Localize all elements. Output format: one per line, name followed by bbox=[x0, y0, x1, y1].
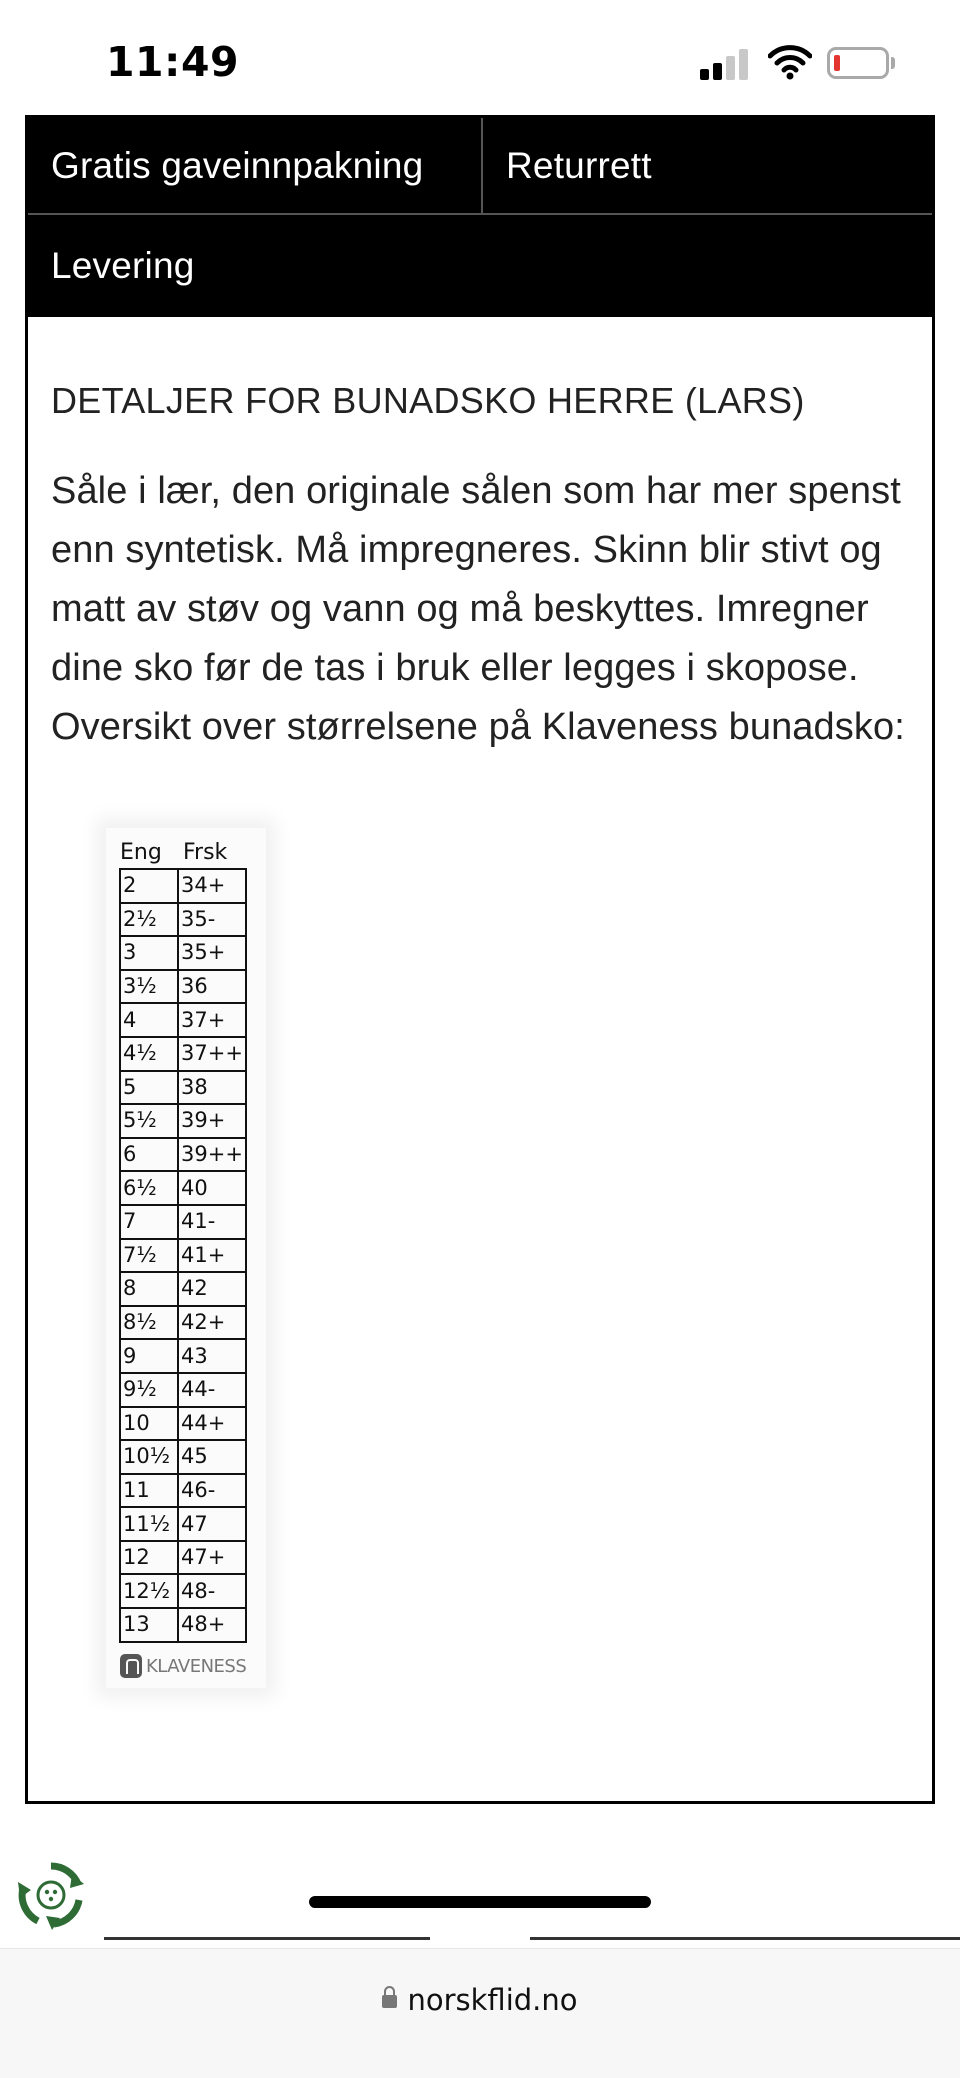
size-eng-cell: 12 bbox=[120, 1541, 178, 1575]
size-chart-row bbox=[120, 1407, 246, 1441]
home-indicator[interactable] bbox=[309, 1896, 651, 1908]
size-eng-cell: 9½ bbox=[120, 1373, 178, 1407]
size-chart-row bbox=[120, 936, 246, 970]
size-nor-cell: 39+ bbox=[178, 1104, 246, 1138]
size-nor-cell: 42+ bbox=[178, 1306, 246, 1340]
size-nor-cell: 47+ bbox=[178, 1541, 246, 1575]
size-chart-row bbox=[120, 1205, 246, 1239]
footer-divider-left bbox=[104, 1937, 430, 1940]
size-eng-cell: 13 bbox=[120, 1608, 178, 1642]
details-description: Såle i lær, den originale sålen som har mer spenst enn syntetisk. Må impregneres. Skinn blir stivt og matt av støv og vann og må beskyttes. Imregner dine sko før de tas i bruk eller legges i skopose. Oversikt over størrelsene på Klaveness bunadsko: bbox=[51, 470, 905, 748]
size-eng-cell: 7 bbox=[120, 1205, 178, 1239]
size-chart-row bbox=[120, 1239, 246, 1273]
size-chart-row bbox=[120, 1071, 246, 1105]
size-nor-cell: 48- bbox=[178, 1574, 246, 1608]
klaveness-brand-text: KLAVENESS bbox=[146, 1655, 247, 1677]
size-nor-cell: 42 bbox=[178, 1272, 246, 1306]
size-chart-header-nor: Frsk bbox=[183, 840, 228, 865]
size-chart-row bbox=[120, 1507, 246, 1541]
size-nor-cell: 46- bbox=[178, 1474, 246, 1508]
size-eng-cell: 5 bbox=[120, 1071, 178, 1105]
size-chart-row bbox=[120, 1272, 246, 1306]
wifi-icon bbox=[768, 44, 812, 80]
size-chart-row bbox=[120, 1306, 246, 1340]
klaveness-logo-icon bbox=[120, 1654, 142, 1678]
size-nor-cell: 40 bbox=[178, 1171, 246, 1205]
size-nor-cell: 43 bbox=[178, 1339, 246, 1373]
browser-address-bar[interactable] bbox=[0, 1948, 960, 2078]
size-eng-cell: 3 bbox=[120, 936, 178, 970]
size-eng-cell: 6 bbox=[120, 1138, 178, 1172]
size-chart-row bbox=[120, 970, 246, 1004]
size-nor-cell: 48+ bbox=[178, 1608, 246, 1642]
size-nor-cell: 44- bbox=[178, 1373, 246, 1407]
size-nor-cell: 35- bbox=[178, 903, 246, 937]
size-nor-cell: 39++ bbox=[178, 1138, 246, 1172]
details-heading: DETALJER FOR BUNADSKO HERRE (LARS) bbox=[51, 380, 805, 421]
klaveness-logo bbox=[120, 1654, 246, 1678]
battery-low-icon bbox=[827, 47, 889, 79]
size-nor-cell: 45 bbox=[178, 1440, 246, 1474]
size-nor-cell: 36 bbox=[178, 970, 246, 1004]
size-eng-cell: 10½ bbox=[120, 1440, 178, 1474]
size-nor-cell: 41+ bbox=[178, 1239, 246, 1273]
size-chart-row bbox=[120, 1373, 246, 1407]
size-chart-row bbox=[120, 1138, 246, 1172]
size-eng-cell: 6½ bbox=[120, 1171, 178, 1205]
tab-gift-wrapping[interactable]: Gratis gaveinnpakning bbox=[28, 118, 483, 215]
size-eng-cell: 8 bbox=[120, 1272, 178, 1306]
size-eng-cell: 10 bbox=[120, 1407, 178, 1441]
size-chart-row bbox=[120, 1339, 246, 1373]
size-nor-cell: 37++ bbox=[178, 1037, 246, 1071]
url-text: norskflid.no bbox=[407, 1983, 578, 2017]
battery-tip bbox=[891, 57, 895, 69]
size-chart-row bbox=[120, 1474, 246, 1508]
size-eng-cell: 4½ bbox=[120, 1037, 178, 1071]
status-bar bbox=[0, 0, 960, 115]
size-chart-row bbox=[120, 1171, 246, 1205]
size-nor-cell: 44+ bbox=[178, 1407, 246, 1441]
size-chart-row bbox=[120, 1104, 246, 1138]
size-eng-cell: 11½ bbox=[120, 1507, 178, 1541]
size-eng-cell: 4 bbox=[120, 1003, 178, 1037]
size-nor-cell: 41- bbox=[178, 1205, 246, 1239]
size-chart-row bbox=[120, 1440, 246, 1474]
status-time: 11:49 bbox=[106, 38, 240, 86]
tab-delivery[interactable]: Levering bbox=[51, 245, 195, 286]
size-nor-cell: 37+ bbox=[178, 1003, 246, 1037]
tab-return-policy[interactable]: Returrett bbox=[483, 118, 932, 215]
size-chart-row bbox=[120, 1541, 246, 1575]
size-chart-row bbox=[120, 1608, 246, 1642]
size-nor-cell: 47 bbox=[178, 1507, 246, 1541]
size-eng-cell: 9 bbox=[120, 1339, 178, 1373]
size-chart-row bbox=[120, 1003, 246, 1037]
footer-divider-right bbox=[530, 1937, 960, 1940]
product-info-panel bbox=[25, 115, 935, 1804]
size-chart-header-eng: Eng bbox=[120, 840, 162, 865]
size-eng-cell: 8½ bbox=[120, 1306, 178, 1340]
size-eng-cell: 7½ bbox=[120, 1239, 178, 1273]
size-eng-cell: 12½ bbox=[120, 1574, 178, 1608]
size-eng-cell: 2½ bbox=[120, 903, 178, 937]
url-display[interactable] bbox=[0, 1983, 960, 2017]
info-tab-bar bbox=[28, 118, 932, 317]
size-eng-cell: 5½ bbox=[120, 1104, 178, 1138]
size-nor-cell: 38 bbox=[178, 1071, 246, 1105]
size-chart-row bbox=[120, 1574, 246, 1608]
size-nor-cell: 35+ bbox=[178, 936, 246, 970]
lock-icon bbox=[382, 1995, 397, 2008]
recycle-badge-icon[interactable] bbox=[16, 1860, 86, 1930]
size-chart-image bbox=[106, 828, 266, 1688]
size-chart-row bbox=[120, 1037, 246, 1071]
size-eng-cell: 11 bbox=[120, 1474, 178, 1508]
size-chart-row bbox=[120, 903, 246, 937]
size-eng-cell: 2 bbox=[120, 869, 178, 903]
size-chart-row bbox=[120, 869, 246, 903]
size-chart-table bbox=[119, 868, 247, 1643]
size-nor-cell: 34+ bbox=[178, 869, 246, 903]
cellular-signal-icon bbox=[700, 48, 752, 80]
size-eng-cell: 3½ bbox=[120, 970, 178, 1004]
